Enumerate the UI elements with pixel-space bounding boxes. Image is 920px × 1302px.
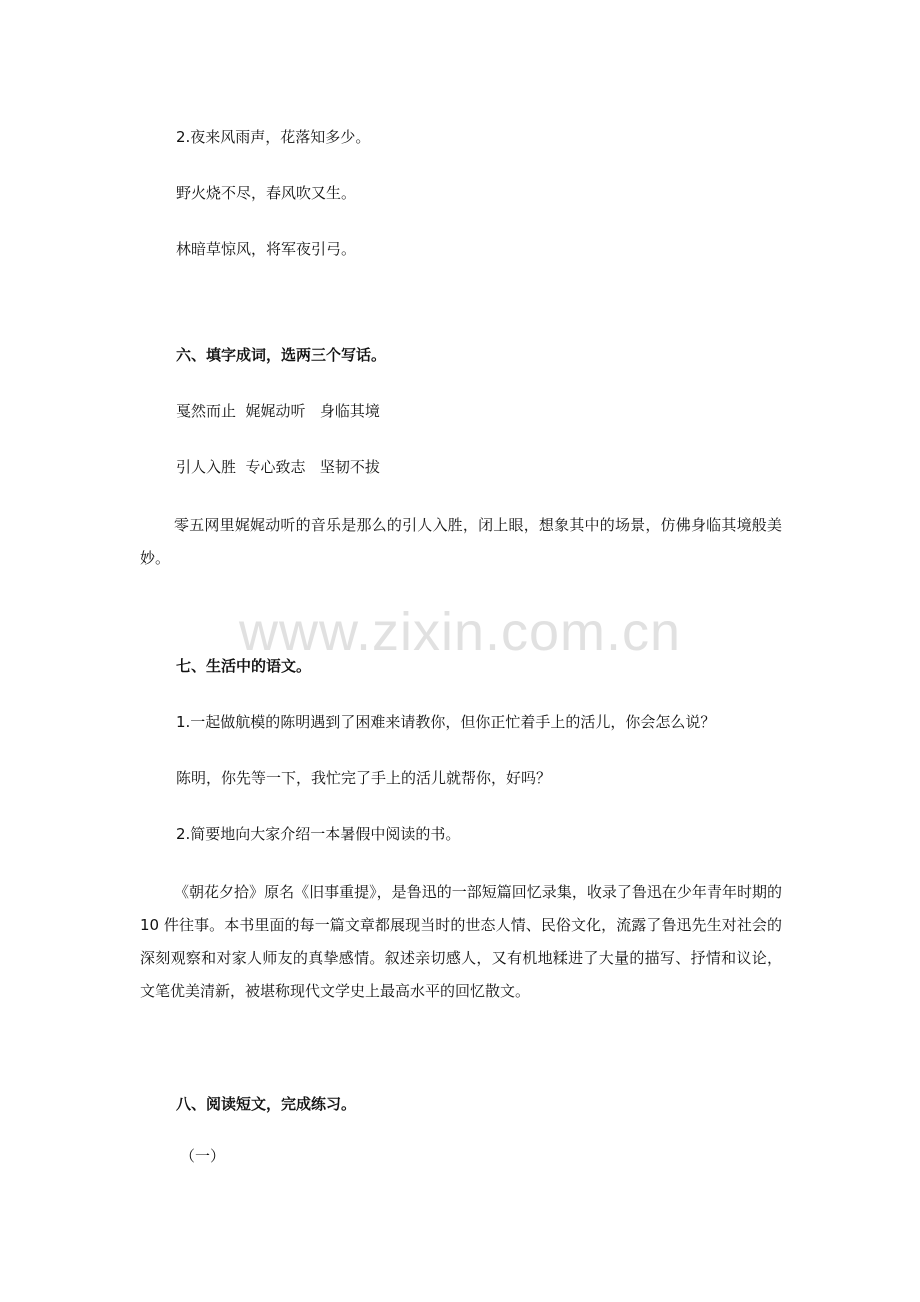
question: 1.一起做航模的陈明遇到了困难来请教你，但你正忙着手上的活儿，你会怎么说？: [176, 713, 716, 731]
poem-line: 2.夜来风雨声，花落知多少。: [176, 128, 371, 146]
section-heading: 六、填字成词，选两三个写话。: [176, 346, 387, 364]
answer: 陈明，你先等一下，我忙完了手上的活儿就帮你，好吗？: [176, 769, 552, 787]
section-heading: 七、生活中的语文。: [176, 657, 312, 675]
answer-paragraph: 《朝花夕拾》原名《旧事重提》，是鲁迅的一部短篇回忆录集，收录了鲁迅在少年青年时期的 10 件往事。本书里面的每一篇文章都展现当时的世态人情、民俗文化，流露了鲁迅先生对社会的深刻观察和对家人师友的真挚感情。叙述亲切感人，又有机地糅进了大量的描写、抒情和议论，文笔优美清新，被堪称现代文学史上最高水平的回忆散文。: [140, 883, 782, 1000]
poem-line: 林暗草惊风，将军夜引弓。: [176, 240, 357, 258]
poem-line: 野火烧不尽，春风吹又生。: [176, 184, 357, 202]
subheading: （一）: [180, 1147, 226, 1165]
watermark: www.zixin.com.cn: [238, 602, 682, 662]
word-list-row: 引人入胜 专心致志 坚韧不拔: [176, 458, 380, 476]
question: 2.简要地向大家介绍一本暑假中阅读的书。: [176, 825, 461, 843]
word-list-row: 戛然而止 娓娓动听 身临其境: [176, 402, 380, 420]
section-heading: 八、阅读短文，完成练习。: [176, 1095, 357, 1113]
answer-paragraph: 零五网里娓娓动听的音乐是那么的引人入胜，闭上眼，想象其中的场景，仿佛身临其境般美妙。: [140, 516, 782, 567]
